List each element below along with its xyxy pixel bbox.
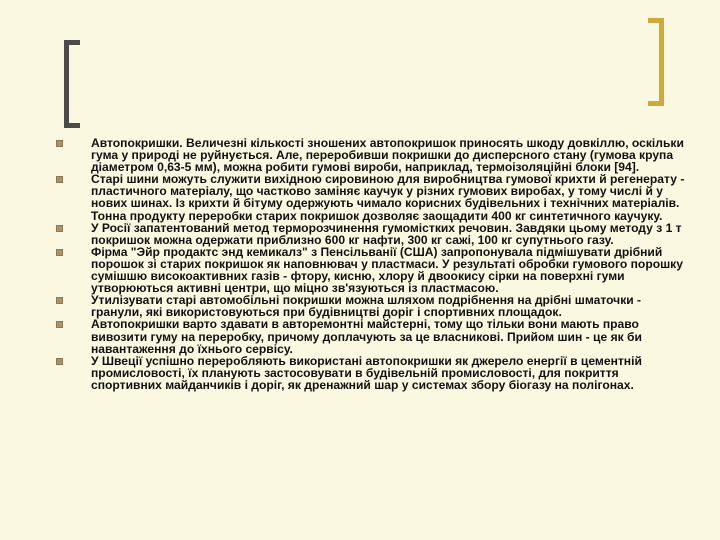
- bullet-text: Фірма "Эйр продактс энд кемикалз" з Пенсільванії (США) запропонувала підмішувати дрібний порошок зі старих покришок як наповнювач у пластмаси. У результаті обробки гумового порошку сумішшю високоактивних газів - фтору, кисню, хлору й двоокису сірки на поверхні гуми утворюються активні центри, що міцно зв'язуються із пластмасою.: [91, 244, 683, 296]
- square-bullet-icon: [56, 358, 63, 365]
- square-bullet-icon: [56, 140, 63, 147]
- bullet-item-russia-method: [56, 222, 692, 246]
- bullet-item-crumb-rubber: [56, 173, 692, 221]
- bullet-text: Автопокришки варто здавати в авторемонтні майстерні, тому що тільки вони мають право вивозити гуму на переробку, причому доплачують за це власникові. Прийом шин - це як би навантаження до їхнього сервісу.: [91, 317, 642, 356]
- left-bracket-decoration: [64, 40, 80, 128]
- bullet-item-granules: [56, 294, 692, 318]
- bullet-text: Старі шини можуть служити вихідною сировиною для виробництва гумової крихти й регенерату - пластичного матеріалу, що частково заміняє каучук у різних гумових виробах, у тому числі й у нових шинах. Із крихти й бітуму одержують чимало корисних будівельних і технічних матеріалів. Тонна продукту переробки старих покришок дозволяє заощадити 400 кг синтетичного каучуку.: [91, 172, 685, 223]
- bullet-text: Утилізувати старі автомобільні покришки можна шляхом подрібнення на дрібні шматочки - гранули, які використовуються при будівництві доріг і спортивних площадок.: [91, 293, 642, 320]
- slide-body: [56, 137, 692, 391]
- right-bracket-decoration: [648, 18, 664, 106]
- square-bullet-icon: [56, 321, 63, 328]
- bullet-text: Автопокришки. Величезні кількості зношених автопокришок приносять шкоду довкіллю, оскільки гума у природі не руйнується. Але, переробивши покришки до дисперсного стану (гумова крупа діаметром 0,63-5 мм), можна робити гумові вироби, наприклад, термоізоляційні блоки [94].: [91, 136, 684, 175]
- square-bullet-icon: [56, 297, 63, 304]
- bullet-item-sweden: [56, 355, 692, 391]
- bullet-item-air-products: [56, 246, 692, 294]
- bullet-text: У Росії запатентований метод терморозчинення гумомістких речовин. Завдяки цьому методу з 1 т покришок можна одержати приблизно 600 кг нафти, 300 кг сажі, 100 кг супутнього газу.: [91, 220, 682, 247]
- bullet-text: У Швеції успішно переробляють використані автопокришки як джерело енергії в цементній промисловості, їх планують застосовувати в будівельній промисловості, для покриття спортивних майданчиків і доріг, як дренажний шар у системах збору біогазу на полігонах.: [91, 353, 642, 392]
- bullet-item-tires: [56, 137, 692, 173]
- bullet-item-repair-shops: [56, 318, 692, 354]
- square-bullet-icon: [56, 225, 63, 232]
- square-bullet-icon: [56, 249, 63, 256]
- bullet-list: [56, 137, 692, 391]
- square-bullet-icon: [56, 176, 63, 183]
